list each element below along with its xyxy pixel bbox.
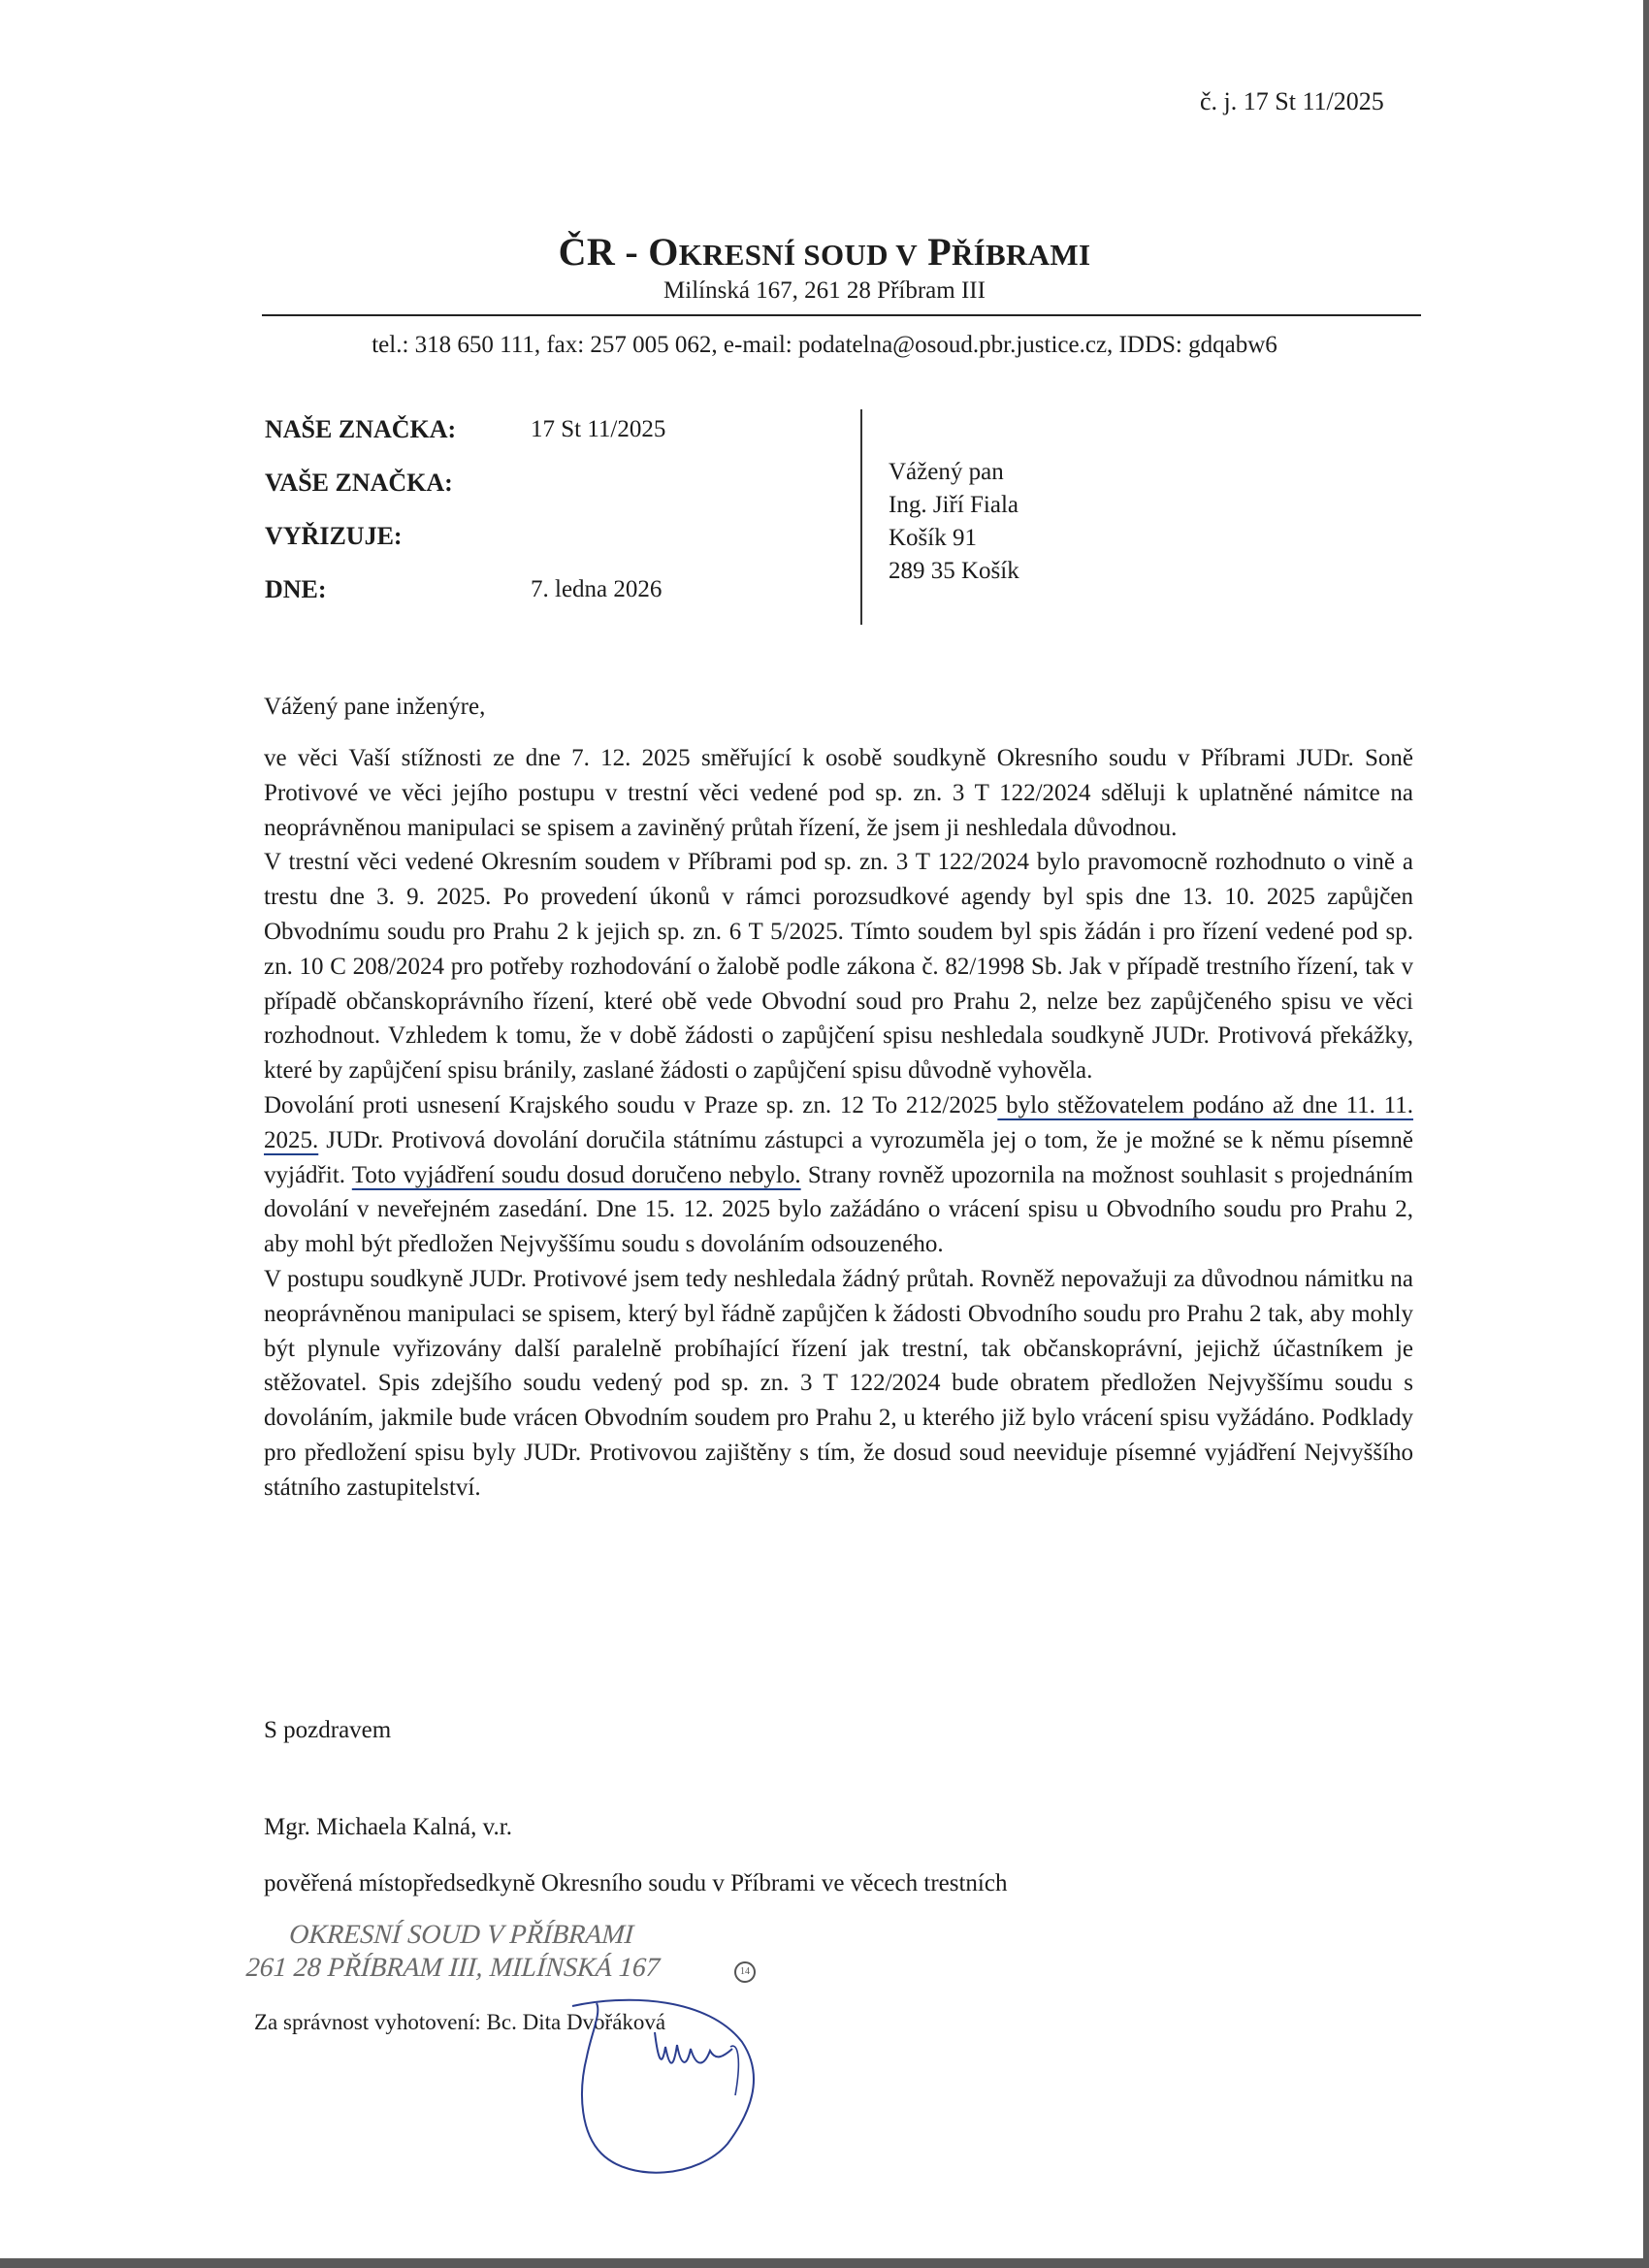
handled-by-label: VYŘIZUJE: [265,522,403,550]
recipient-city: 289 35 Košík [889,558,1019,584]
date-label: DNE: [265,575,327,603]
paragraph-3-middle: JUDr. Protivová dovolání doručila státnímu zástupci a vyrozuměla jej o tom, že je možné se k němu písemně vyjádřit. [264,1126,1413,1188]
our-ref-value: 17 St 11/2025 [531,416,666,442]
handwritten-underline-2: Toto vyjádření soudu dosud doručeno nebylo. [351,1161,801,1188]
court-stamp [245,1919,663,1985]
paragraph-2: V trestní věci vedené Okresním soudem v Příbrami pod sp. zn. 3 T 122/2024 bylo pravomocně rozhodnuto o vině a trestu dne 3. 9. 2025. Po provedení úkonů v rámci porozsudkové agendy byl spis dne 13. 10. 2025 zapůjčen Obvodnímu soudu pro Prahu 2 k jejich sp. zn. 6 T 5/2025. Tímto soudem byl spis žádán i pro řízení vedené pod sp. zn. 10 C 208/2024 pro potřeby rozhodování o žalobě podle zákona č. 82/1998 Sb. Jak v případě trestního řízení, tak v případě občanskoprávního řízení, které obě vede Obvodní soud pro Prahu 2, nelze bez zapůjčeného spisu ve věci rozhodnout. Vzhledem k tomu, že v době žádosti o zapůjčení spisu neshledala soudkyně JUDr. Protivová překážky, které by zapůjčení spisu bránily, zaslané žádosti o zapůjčení spisu důvodně vyhověla. [264,849,1413,1085]
handwritten-underline-1: bylo stěžovatelem podáno až dne 11. 11. 2025. [264,1091,1413,1153]
title-cap-o: O [648,230,679,274]
title-cap-p: P [927,230,952,274]
paragraph-3 [264,1088,1413,1262]
reference-number: č. j. 17 St 11/2025 [1200,87,1384,115]
stamp-number-badge-icon: 14 [734,1961,756,1983]
stamp-line-1: OKRESNÍ SOUD V PŘÍBRAMI [288,1920,635,1950]
handwritten-signature-icon [543,1989,795,2183]
greeting: Vážený pane inženýre, [264,694,486,720]
recipient-address [889,456,1019,588]
our-ref-label: NAŠE ZNAČKA: [265,415,457,443]
paragraph-1: ve věci Vaší stížnosti ze dne 7. 12. 2025 směřující k osobě soudkyně Okresního soudu v Příbrami JUDr. Soně Protivové ve věci jejího postupu v trestní věci vedené pod sp. zn. 3 T 122/2024 sděluji k uplatněné námitce na neoprávněnou manipulaci se spisem a zaviněný průtah řízení, že jsem ji neshledala důvodnou. [264,745,1413,841]
court-title [0,229,1649,275]
certification-line: Za správnost vyhotovení: Bc. Dita Dvořáková [254,2010,666,2034]
recipient-name: Ing. Jiří Fiala [889,492,1019,518]
your-ref-label: VAŠE ZNAČKA: [265,469,453,497]
closing: S pozdravem [264,1717,392,1743]
court-address: Milínská 167, 261 28 Příbram III [663,277,986,304]
signer-role: pověřená místopředsedkyně Okresního soudu v Příbrami ve věcech trestních [264,1870,1008,1896]
title-soud: SOUD V [803,238,918,272]
paragraph-3-end: Strany rovněž upozornila na možnost souhlasit s projednáním dovolání v neveřejném zasedání. Dne 15. 12. 2025 bylo zažádáno o vrácení spisu u Obvodního soudu pro Prahu 2, aby mohl být předložen Nejvyššímu soudu s dovoláním odsouzeného. [264,1161,1413,1258]
recipient-street: Košík 91 [889,525,977,551]
date-value: 7. ledna 2026 [531,576,663,602]
recipient-salutation: Vážený pan [889,459,1004,485]
court-contacts: tel.: 318 650 111, fax: 257 005 062, e-mail: podatelna@osoud.pbr.justice.cz, IDDS: gdqabw6 [372,332,1277,358]
meta-vertical-divider [860,409,862,625]
paragraph-4: V postupu soudkyně JUDr. Protivové jsem tedy neshledala žádný průtah. Rovněž nepovažuji za důvodnou námitku na neoprávněnou manipulaci se spisem, který byl řádně zapůjčen k žádosti Obvodního soudu pro Prahu 2 tak, aby mohly být plynule vyřizovány další paralelně probíhající řízení jak trestní, tak občanskoprávní, jejichž účastníkem je stěžovatel. Spis zdejšího soudu vedený pod sp. zn. 3 T 122/2024 bude obratem předložen Nejvyššímu soudu s dovoláním, jakmile bude vrácen Obvodním soudem pro Prahu 2, u kterého již bylo vrácení spisu vyžádáno. Podklady pro předložení spisu byly JUDr. Protivovou zajištěny s tím, že dosud soud neeviduje písemné vyjádření Nejvyššího státního zastupitelství. [264,1265,1413,1501]
paragraph-3-start: Dovolání proti usnesení Krajského soudu v Praze sp. zn. 12 To 212/2025 [264,1091,998,1118]
title-kresni: KRESNÍ [678,238,796,272]
header-divider [262,314,1421,316]
letter-body [264,741,1413,1506]
scan-edge-bottom [0,2258,1649,2268]
signer-name: Mgr. Michaela Kalná, v.r. [264,1814,512,1840]
title-ribrami: ŘÍBRAMI [951,238,1091,272]
title-prefix: ČR - [558,230,649,274]
stamp-line-2: 261 28 PŘÍBRAM III, MILÍNSKÁ 167 [244,1953,662,1983]
